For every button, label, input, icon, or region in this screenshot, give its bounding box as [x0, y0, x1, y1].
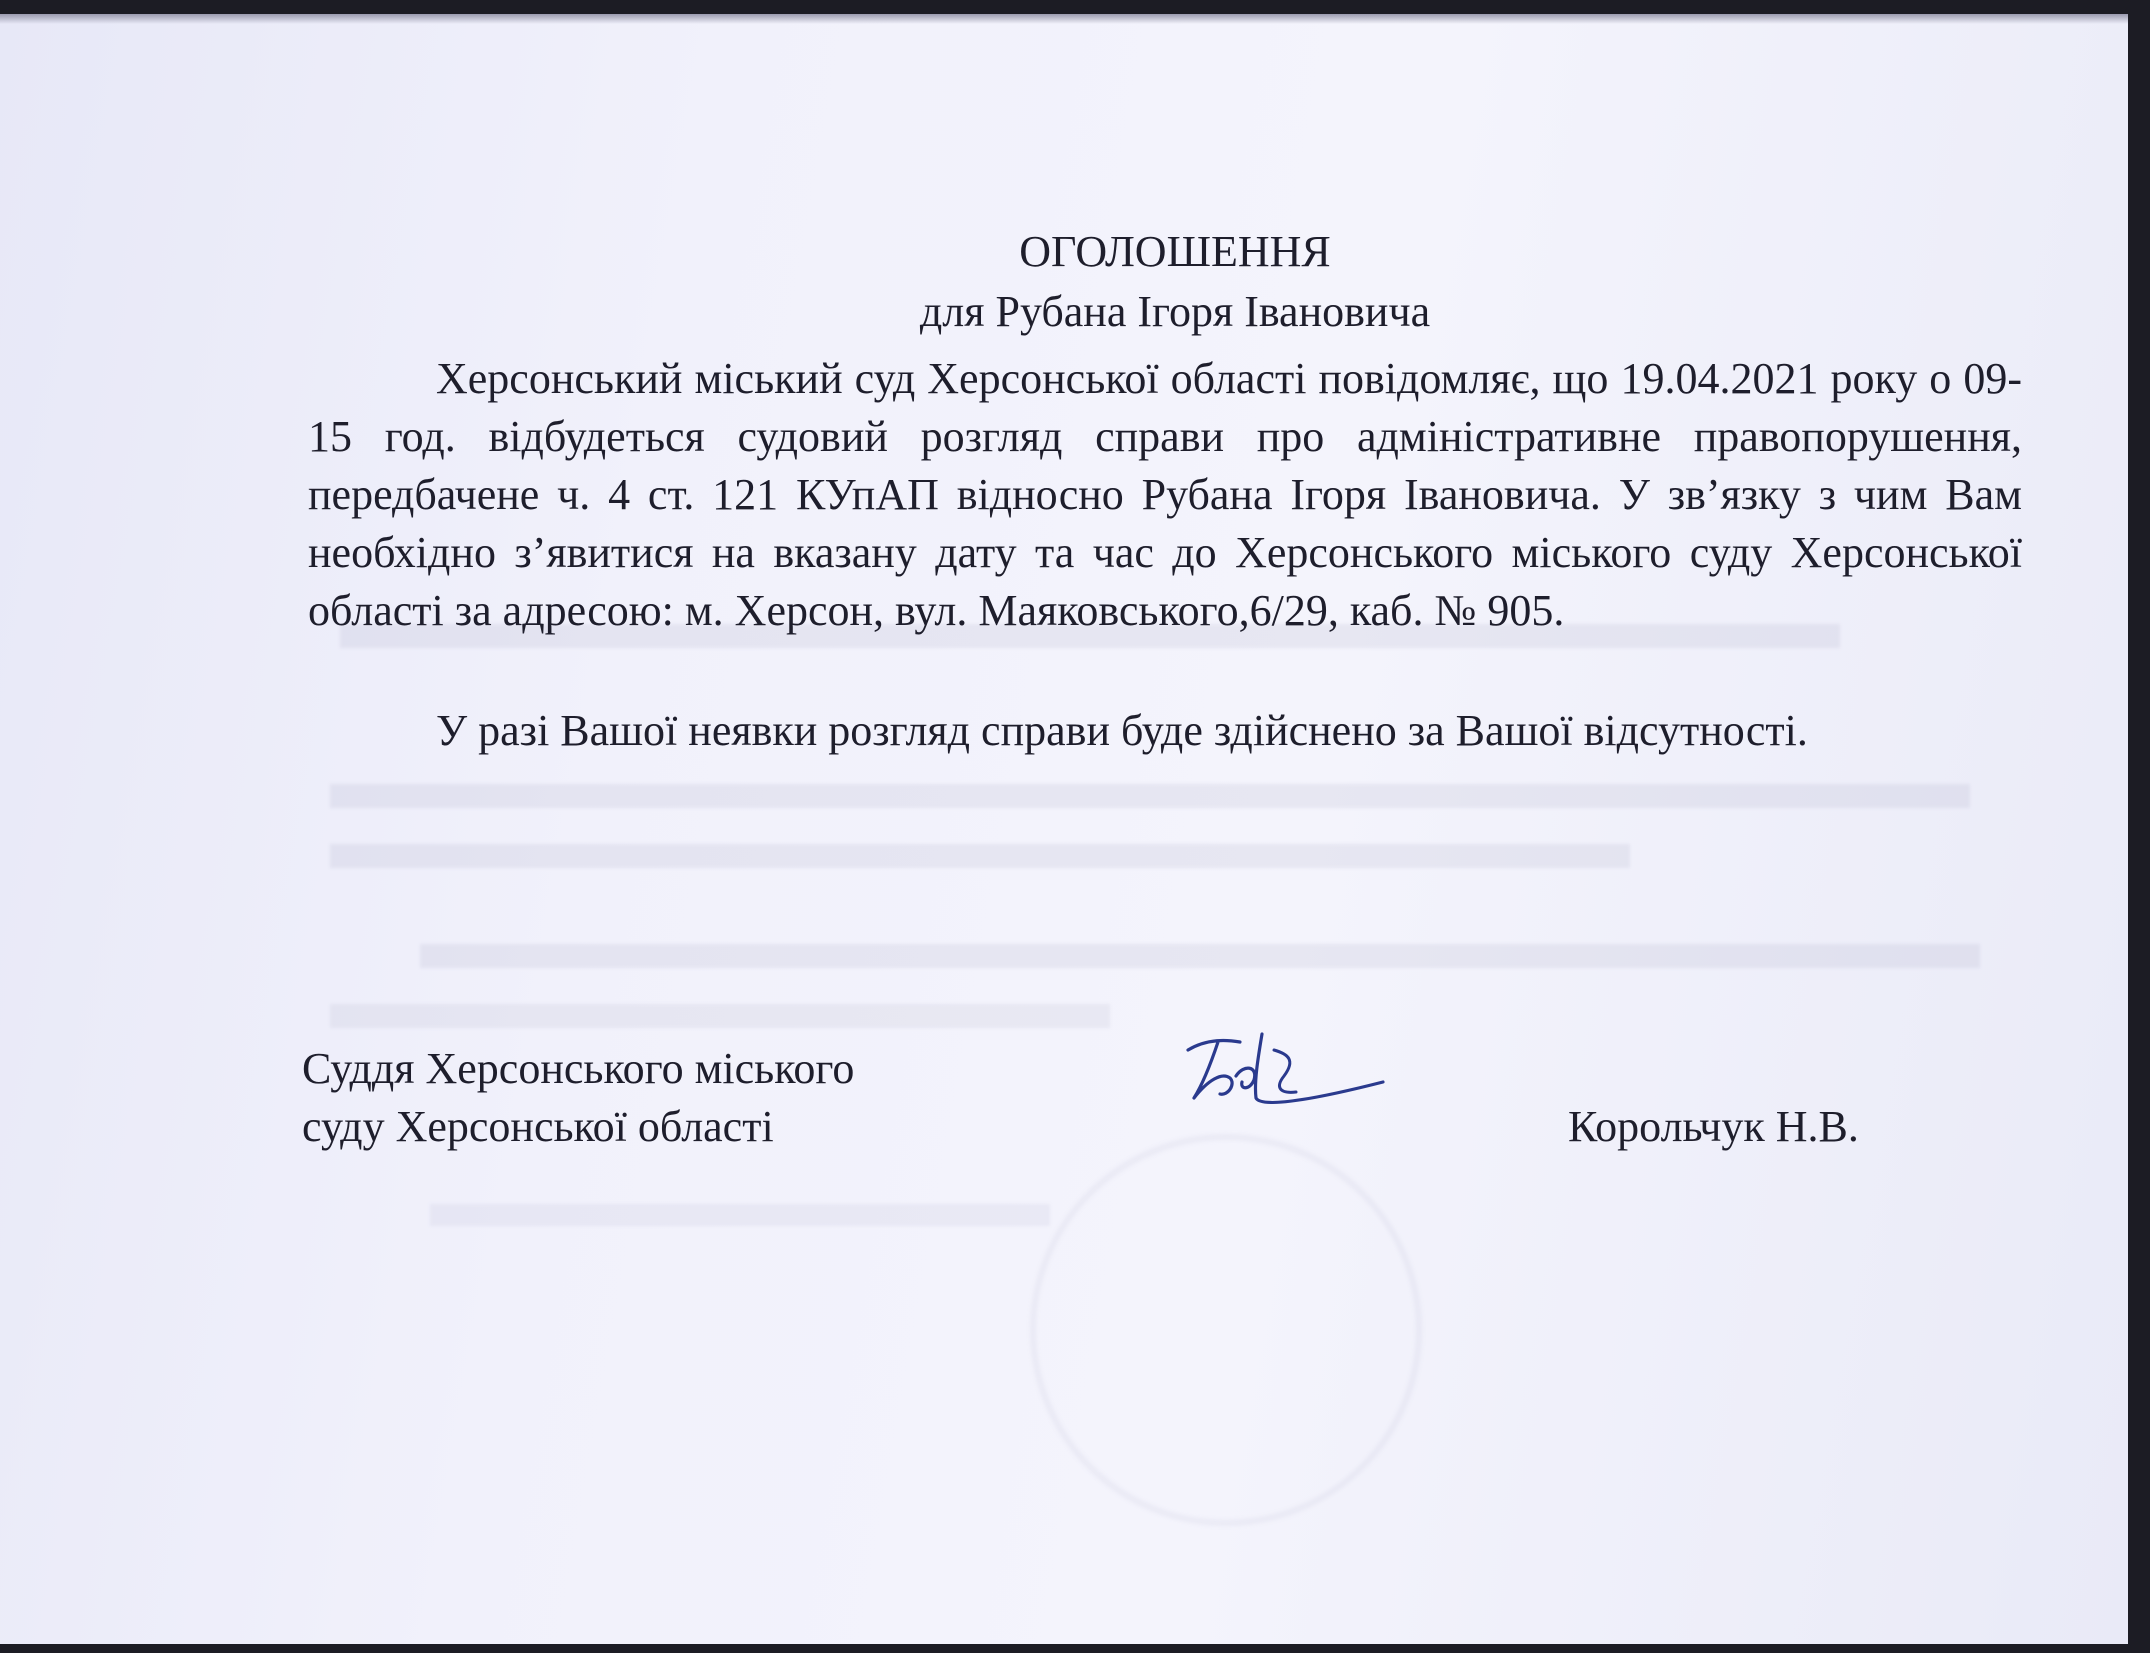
bleed-through-seal — [1030, 1134, 1422, 1526]
judge-position — [302, 1040, 854, 1156]
paper-sheet — [0, 14, 2128, 1644]
judge-position-line-1: Суддя Херсонського міського — [302, 1044, 855, 1093]
handwritten-signature — [1178, 1020, 1398, 1130]
paper-top-edge — [0, 14, 2128, 24]
judge-name: Корольчук Н.В. — [1568, 1102, 1859, 1151]
absence-note: У разі Вашої неявки розгляд справи буде здійснено за Вашої відсутності. — [436, 706, 1808, 755]
bleed-through-line — [330, 1004, 1110, 1028]
bleed-through-line — [420, 944, 1980, 968]
notice-title: ОГОЛОШЕННЯ — [1019, 227, 1331, 276]
judge-position-line-2: суду Херсонської області — [302, 1102, 774, 1151]
bleed-through-line — [430, 1204, 1050, 1226]
bleed-through-line — [330, 784, 1970, 808]
bleed-through-line — [330, 844, 1630, 868]
notice-recipient: для Рубана Ігоря Івановича — [919, 287, 1431, 336]
notice-body: Херсонський міський суд Херсонської області повідомляє, що 19.04.2021 року о 09-15 год. відбудеться судовий розгляд справи про адміністративне правопорушення, передбачене ч. 4 ст. 121 КУпАП відносно Рубана Ігоря Івановича. У зв’язку з чим Вам необхідно з’явитися на вказану дату та час до Херсонського міського суду Херсонської області за адресою: м. Херсон, вул. Маяковського,6/29, каб. № 905. — [308, 354, 2022, 635]
